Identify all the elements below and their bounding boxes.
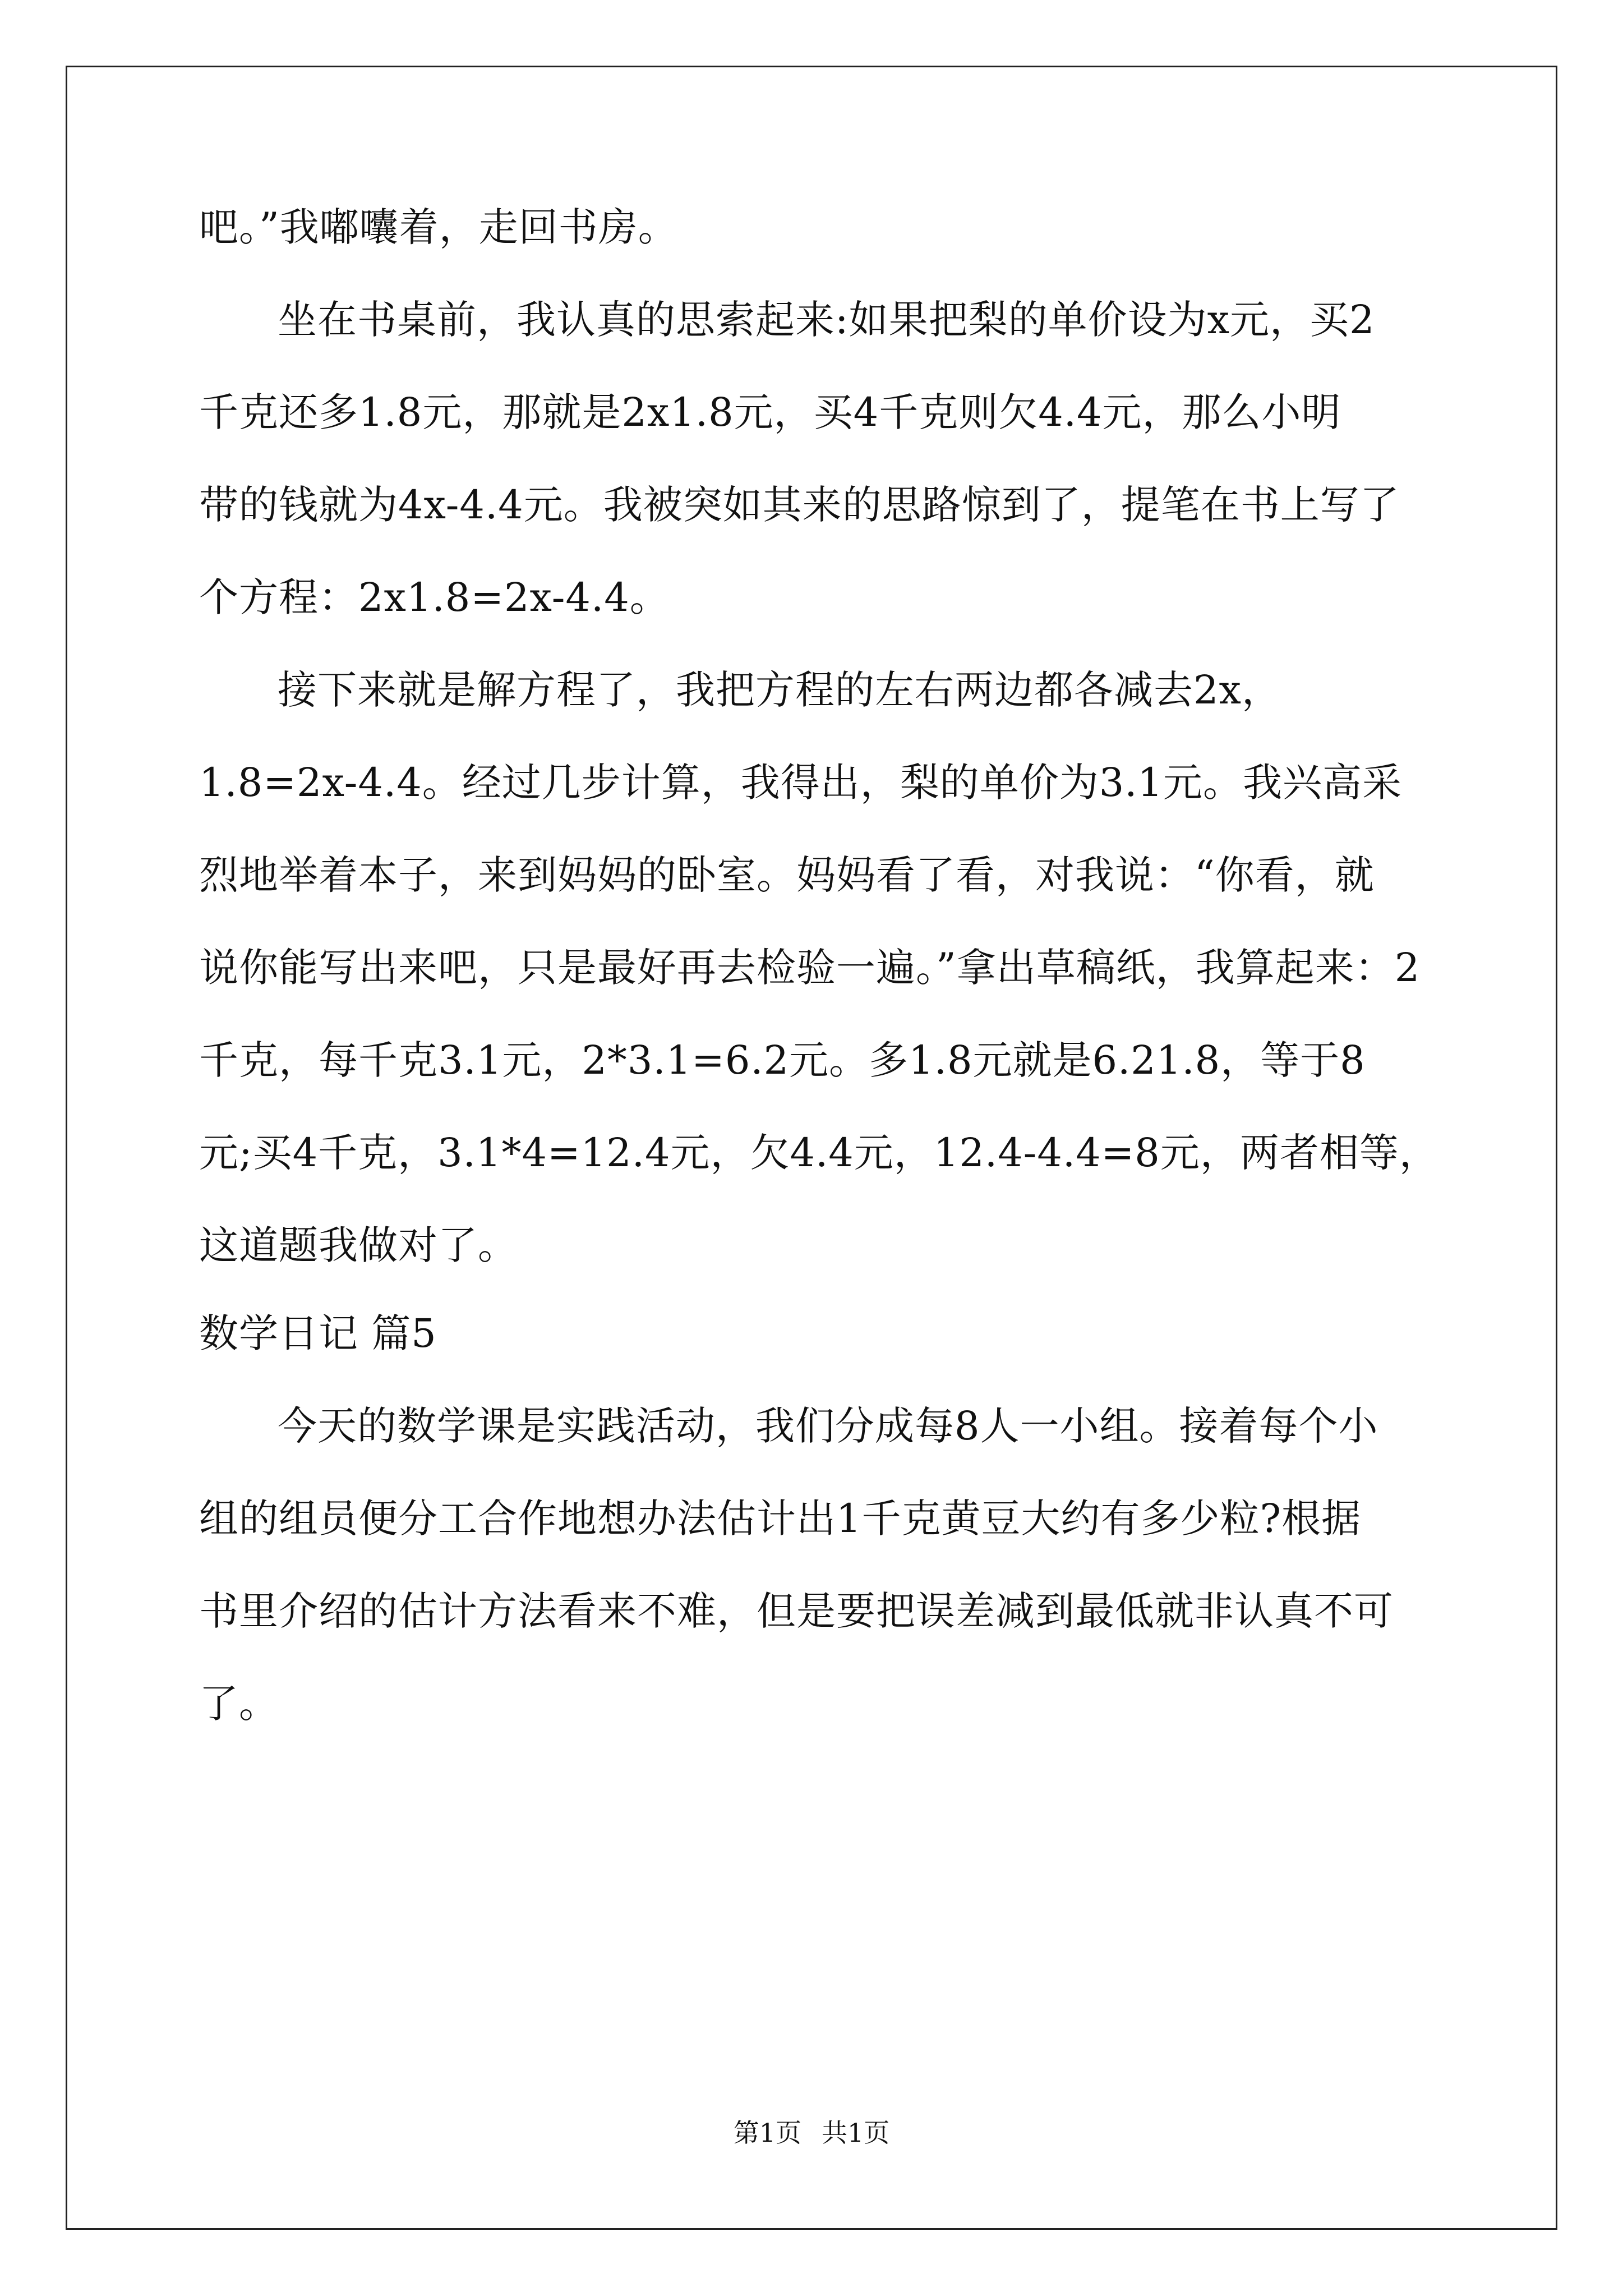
paragraph-first-line: 今天的数学课是实践活动，我们分成每8人一小组。接着每个小 [278, 1403, 1378, 1449]
section-heading: 数学日记 篇5 [199, 1310, 437, 1356]
text-line: 元;买4千克，3.1*4=12.4元，欠4.4元，12.4-4.4=8元，两者相等， [199, 1130, 1439, 1176]
text-line: 说你能写出来吧，只是最好再去检验一遍。”拿出草稿纸，我算起来：2 [199, 945, 1421, 991]
text-line: 个方程：2x1.8=2x-4.4。 [199, 574, 670, 620]
text-line: 了。 [199, 1681, 279, 1727]
text-line: 千克，每千克3.1元，2*3.1=6.2元。多1.8元就是6.21.8，等于8 [199, 1037, 1366, 1083]
text-line: 千克还多1.8元，那就是2x1.8元，买4千克则欠4.4元，那么小明 [199, 389, 1341, 435]
text-line: 这道题我做对了。 [199, 1222, 518, 1268]
text-line: 吧。”我嘟囔着，走回书房。 [199, 204, 678, 250]
page-footer [0, 2116, 1623, 2150]
text-line: 烈地举着本子，来到妈妈的卧室。妈妈看了看，对我说：“你看，就 [199, 852, 1375, 898]
text-line: 组的组员便分工合作地想办法估计出1千克黄豆大约有多少粒?根据 [199, 1496, 1362, 1542]
text-line: 带的钱就为4x-4.4元。我被突如其来的思路惊到了，提笔在书上写了 [199, 482, 1400, 528]
text-line: 1.8=2x-4.4。经过几步计算，我得出，梨的单价为3.1元。我兴高采 [199, 760, 1403, 806]
paragraph-first-line: 接下来就是解方程了，我把方程的左右两边都各减去2x， [278, 667, 1282, 713]
page-number: 第1页 [733, 2118, 801, 2148]
text-line: 书里介绍的估计方法看来不难，但是要把误差减到最低就非认真不可 [199, 1588, 1394, 1634]
page-total: 共1页 [822, 2118, 890, 2148]
paragraph-first-line: 坐在书桌前，我认真的思索起来:如果把梨的单价设为x元，买2 [278, 297, 1375, 343]
